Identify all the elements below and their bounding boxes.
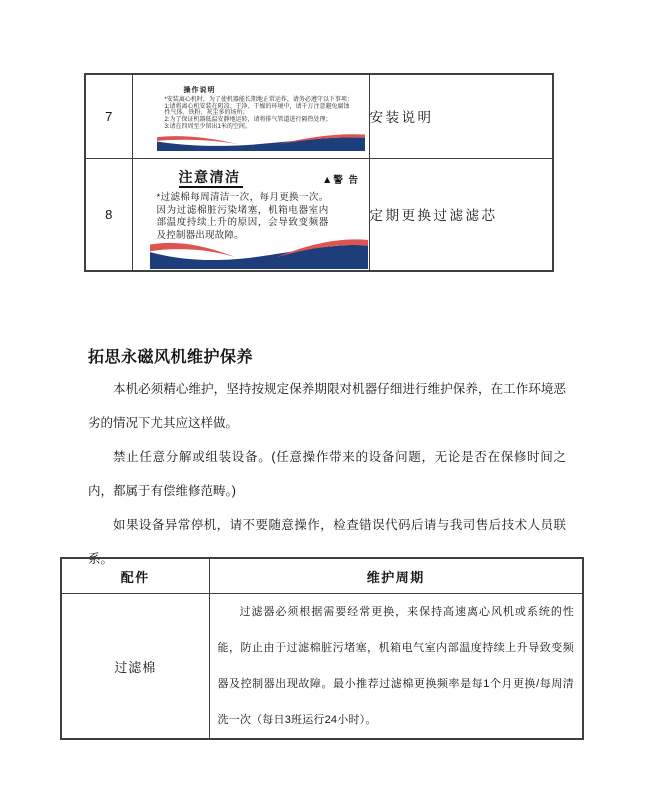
row-number: 7	[85, 74, 132, 158]
warning-badge	[322, 172, 360, 186]
card-text-line: 性气体、铁粉、灰尘多的场所；	[164, 110, 249, 117]
table-row-8	[85, 158, 553, 271]
paragraph: 禁止任意分解或组装设备。(任意操作带来的设备问题，无论是否在保修时间之内，都属于有偿维修范畴。)	[88, 450, 566, 498]
label-image-cell	[132, 158, 369, 271]
row-description: 定期更换过滤滤芯	[369, 158, 553, 271]
maintenance-data-row	[61, 594, 583, 740]
wave-graphic	[150, 239, 368, 269]
card-text-line: 3:请在四周至少留出1米的空间。	[164, 123, 251, 130]
header-cell-part: 配件	[61, 558, 209, 594]
warning-triangle-icon: ▲	[321, 173, 334, 186]
row-description: 安装说明	[369, 74, 553, 158]
maintenance-table	[60, 557, 584, 740]
operation-instruction-card	[157, 85, 365, 151]
card-text-line: 2:为了保证机器低温安静地运转，请将排气管道进行隔热处理；	[164, 117, 332, 124]
part-name-cell: 过滤棉	[61, 594, 209, 740]
cleaning-warning-card	[150, 169, 368, 269]
card-title: 操作说明	[183, 87, 216, 95]
wave-graphic	[157, 134, 365, 151]
maintenance-header-row	[61, 558, 583, 594]
period-text: 过滤器必须根据需要经常更换，来保持高速离心风机或系统的性能，防止由于过滤棉脏污堵塞，机箱电气室内部温度持续上升导致变频器及控制器出现故障。最小推荐过滤棉更换频率是每1个月更换/每周清洗一次（每日3班运行24小时）。	[217, 606, 574, 726]
warning-label: 警 告	[333, 174, 360, 186]
row-number: 8	[85, 158, 132, 271]
table-row-7	[85, 74, 553, 158]
header-cell-period: 维护周期	[209, 558, 583, 594]
card-title: 注意清洁	[179, 169, 243, 188]
paragraph: 如果设备异常停机，请不要随意操作，检查错误代码后请与我司售后技术人员联系。	[88, 518, 566, 566]
card-body-text: *过滤棉每周清洁一次，每月更换一次。因为过滤棉脏污染堵塞，机箱电器室内部温度持续上升的原因，会导致变频器及控制器出现故障。	[156, 191, 329, 242]
card-text-line: *安装离心机时，为了使机器能长期地正常运作，请务必遵守以下事项：	[164, 97, 353, 104]
period-cell	[209, 594, 583, 740]
section-body	[88, 372, 566, 576]
paragraph: 本机必须精心维护，坚持按规定保养期限对机器仔细进行维护保养，在工作环境恶劣的情况下尤其应这样做。	[88, 382, 566, 430]
section-heading: 拓思永磁风机维护保养	[88, 349, 254, 366]
label-image-cell	[132, 74, 369, 158]
card-text-line: 1:请将离心机安装在阴凉、干净、干燥的环境中，请千万注意避免腐蚀	[164, 103, 350, 110]
label-table	[84, 73, 554, 272]
